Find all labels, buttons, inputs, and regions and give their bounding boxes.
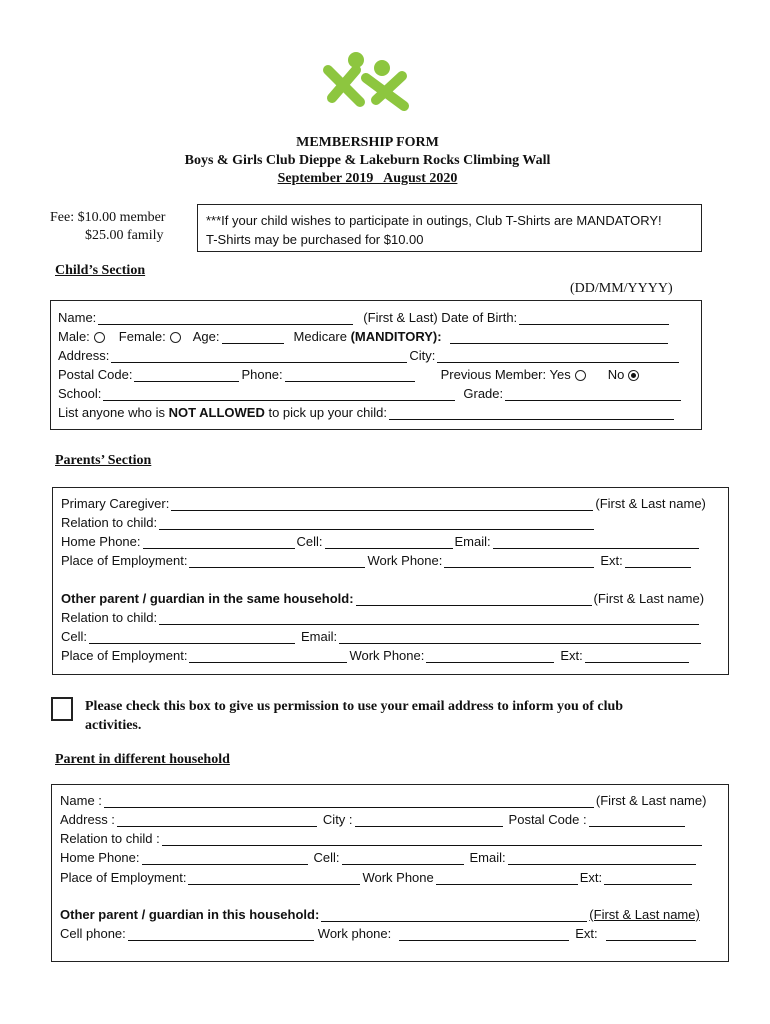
- grade-field[interactable]: [505, 388, 681, 401]
- other-parent-field[interactable]: [356, 593, 592, 606]
- label: Place of Employment:: [61, 553, 188, 568]
- label: (First & Last) Date of Birth:: [363, 310, 518, 325]
- email-field[interactable]: [508, 852, 696, 865]
- label: Work Phone:: [367, 553, 443, 568]
- phone-field[interactable]: [285, 369, 415, 382]
- parents-section-heading: Parents’ Section: [55, 453, 152, 468]
- fee-family: $25.00 family: [85, 228, 164, 243]
- school-field[interactable]: [103, 388, 455, 401]
- label: (MANDITORY):: [350, 329, 442, 344]
- cell-field[interactable]: [342, 852, 464, 865]
- relation-field[interactable]: [162, 833, 702, 846]
- label: Ext:: [575, 926, 598, 941]
- club-name: Boys & Girls Club Dieppe & Lakeburn Rocks Climbing Wall: [184, 153, 551, 168]
- not-allowed-field[interactable]: [389, 407, 674, 420]
- relation-field[interactable]: [159, 612, 699, 625]
- label: Email:: [454, 534, 491, 549]
- label: Ext:: [560, 648, 583, 663]
- employment-field[interactable]: [189, 650, 347, 663]
- label: No: [607, 367, 625, 382]
- different-household-heading: Parent in different household: [55, 752, 230, 767]
- label: Relation to child :: [60, 831, 160, 846]
- label: Ext:: [579, 870, 603, 885]
- address-field[interactable]: [111, 350, 407, 363]
- home-phone-field[interactable]: [143, 536, 295, 549]
- email-field[interactable]: [339, 631, 701, 644]
- label: to pick up your child:: [264, 405, 387, 420]
- label: (First & Last name): [589, 907, 700, 922]
- previous-yes-radio[interactable]: [575, 370, 586, 381]
- notice-line: ***If your child wishes to participate in outings, Club T-Shirts are MANDATORY!: [206, 213, 662, 228]
- label: Cell phone:: [60, 926, 126, 941]
- work-phone-field[interactable]: [444, 555, 594, 568]
- label: City :: [322, 812, 353, 827]
- birth-date-field[interactable]: [519, 312, 669, 325]
- label: Relation to child:: [61, 515, 158, 530]
- label: Email:: [469, 850, 506, 865]
- work-phone-field[interactable]: [426, 650, 554, 663]
- label: (First & Last name): [595, 793, 707, 808]
- city-field[interactable]: [437, 350, 679, 363]
- label: Place of Employment:: [60, 870, 187, 885]
- label: Ext:: [600, 553, 623, 568]
- cell-field[interactable]: [325, 536, 453, 549]
- label: Work Phone:: [349, 648, 425, 663]
- label: Postal Code :: [508, 812, 587, 827]
- permission-checkbox[interactable]: [51, 697, 73, 721]
- ext-field[interactable]: [585, 650, 689, 663]
- label: List anyone who is: [58, 405, 169, 420]
- label: Home Phone:: [61, 534, 141, 549]
- label: (First & Last name): [595, 496, 706, 511]
- cell-field[interactable]: [89, 631, 295, 644]
- primary-caregiver-field[interactable]: [171, 498, 593, 511]
- male-radio[interactable]: [94, 332, 105, 343]
- employment-field[interactable]: [188, 872, 360, 885]
- label: Work Phone: [362, 870, 434, 885]
- medicare-field[interactable]: [450, 331, 668, 344]
- date-format-hint: (DD/MM/YYYY): [570, 281, 673, 296]
- child-section-heading: Child’s Section: [55, 263, 146, 278]
- label: Primary Caregiver:: [61, 496, 170, 511]
- ext-field[interactable]: [604, 872, 692, 885]
- label: Female:: [118, 329, 166, 344]
- label: Phone:: [241, 367, 283, 382]
- fee-member: Fee: $10.00 member: [50, 210, 166, 225]
- permission-text: [85, 697, 715, 735]
- club-logo: [320, 48, 412, 114]
- label: School:: [58, 386, 102, 401]
- label: Cell:: [313, 850, 340, 865]
- label: Work phone:: [317, 926, 392, 941]
- previous-no-radio[interactable]: [628, 370, 639, 381]
- label: Male:: [58, 329, 90, 344]
- cell-phone-field[interactable]: [128, 928, 314, 941]
- label: Email:: [301, 629, 338, 644]
- age-field[interactable]: [222, 331, 284, 344]
- label: Home Phone:: [60, 850, 140, 865]
- notice-line: T-Shirts may be purchased for $10.00: [206, 232, 424, 247]
- home-phone-field[interactable]: [142, 852, 308, 865]
- child-name-field[interactable]: [98, 312, 353, 325]
- work-phone-field[interactable]: [436, 872, 578, 885]
- label: Other parent / guardian in this household:: [60, 907, 320, 922]
- label: Address:: [58, 348, 110, 363]
- label: (First & Last name): [593, 591, 705, 606]
- label: Cell:: [61, 629, 88, 644]
- relation-field[interactable]: [159, 517, 594, 530]
- label: Other parent / guardian in the same household:: [61, 591, 354, 606]
- work-phone-field[interactable]: [399, 928, 569, 941]
- label: Grade:: [463, 386, 504, 401]
- permission-line: activities.: [85, 718, 142, 733]
- city-field[interactable]: [355, 814, 503, 827]
- form-title: MEMBERSHIP FORM: [296, 135, 439, 150]
- label: Address :: [60, 812, 115, 827]
- postal-code-field[interactable]: [134, 369, 239, 382]
- address-field[interactable]: [117, 814, 317, 827]
- label: Relation to child:: [61, 610, 158, 625]
- label: Place of Employment:: [61, 648, 188, 663]
- tshirt-notice: [197, 204, 702, 252]
- name-field[interactable]: [104, 795, 594, 808]
- label: Age:: [192, 329, 220, 344]
- employment-field[interactable]: [189, 555, 365, 568]
- label: Cell:: [296, 534, 323, 549]
- label: Name :: [60, 793, 102, 808]
- ext-field[interactable]: [606, 928, 696, 941]
- permission-line: Please check this box to give us permission to use your email address to inform you of club: [85, 699, 624, 714]
- label: Previous Member: Yes: [440, 367, 571, 382]
- postal-code-field[interactable]: [589, 814, 685, 827]
- other-parent-field[interactable]: [321, 909, 587, 922]
- label: City:: [409, 348, 436, 363]
- label: Name:: [58, 310, 97, 325]
- form-period: September 2019 August 2020: [277, 171, 458, 186]
- label: Postal Code:: [58, 367, 133, 382]
- email-field[interactable]: [493, 536, 699, 549]
- label: Medicare: [293, 329, 351, 344]
- label: NOT ALLOWED: [168, 405, 265, 420]
- female-radio[interactable]: [170, 332, 181, 343]
- ext-field[interactable]: [625, 555, 691, 568]
